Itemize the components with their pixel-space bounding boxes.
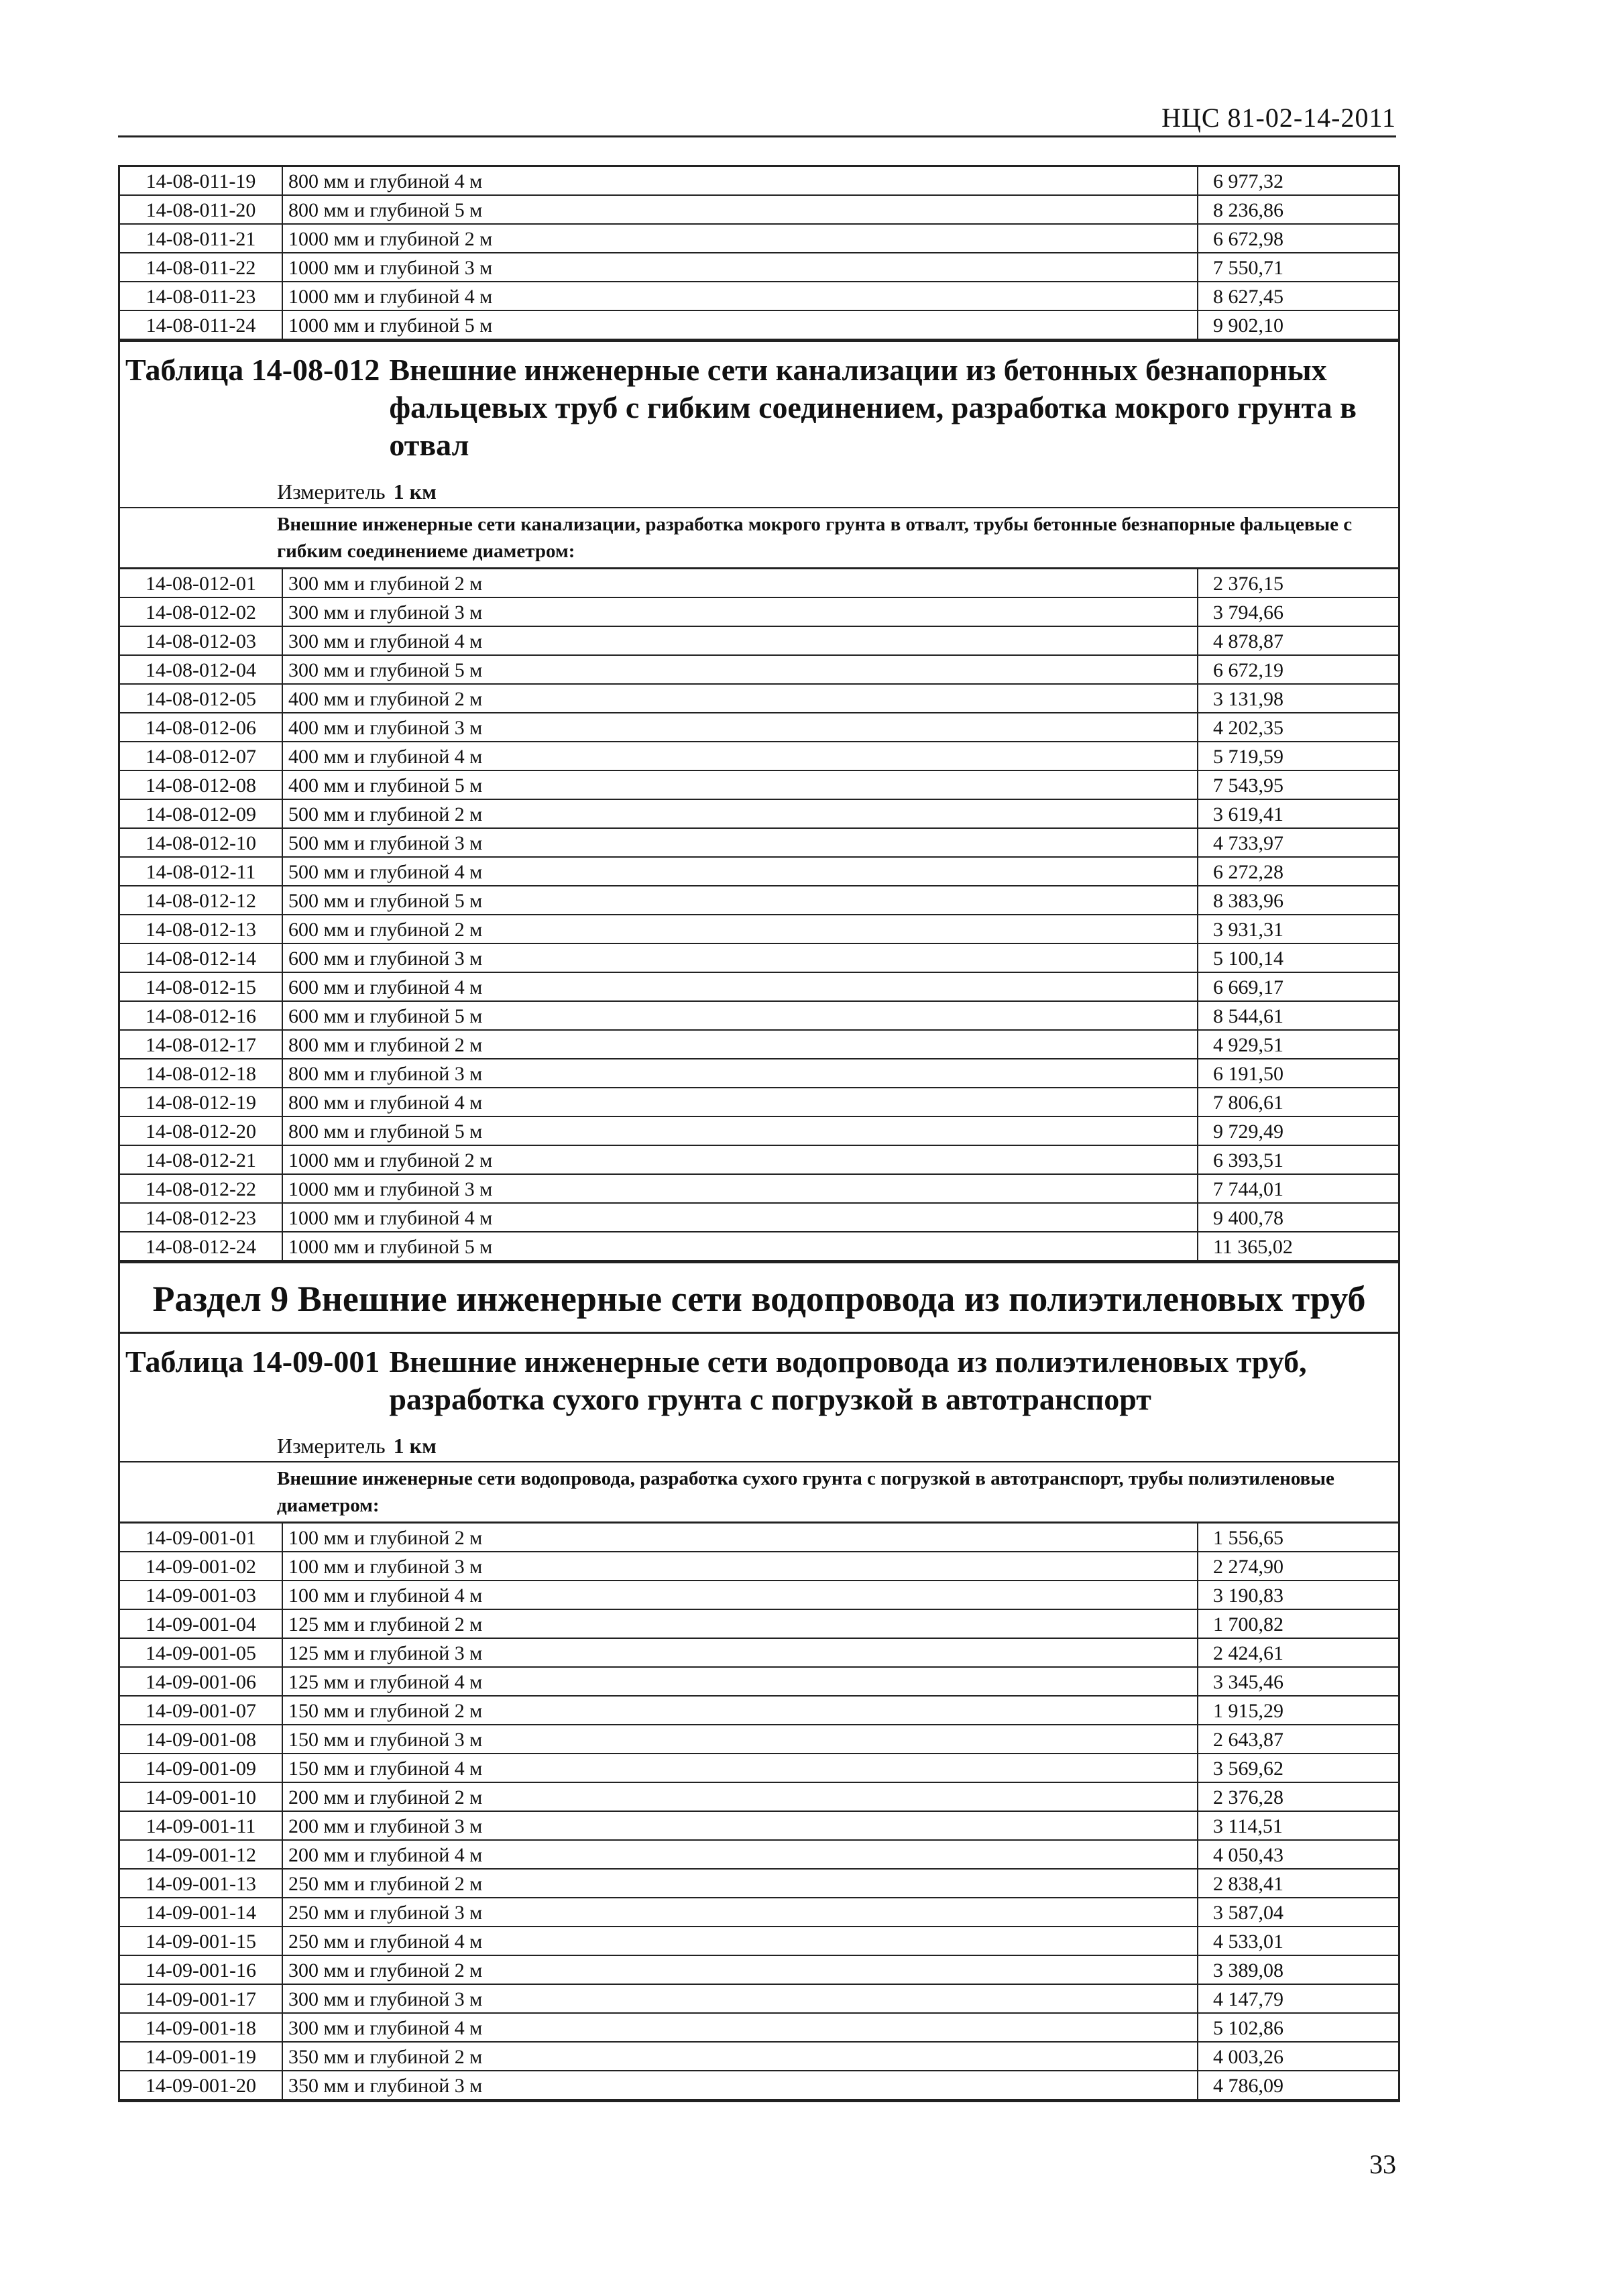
group-heading: Внешние инженерные сети водопровода, разработка сухого грунта с погрузкой в автотранспорт, трубы полиэтиленовые диаметром: — [120, 1461, 1398, 1522]
row-value: 1 915,29 — [1198, 1696, 1398, 1725]
row-code: 14-09-001-09 — [120, 1754, 282, 1782]
table-row — [120, 2013, 1398, 2042]
row-description: 300 мм и глубиной 2 м — [282, 1955, 1198, 1984]
row-description: 100 мм и глубиной 3 м — [282, 1552, 1198, 1581]
row-value: 4 050,43 — [1198, 1840, 1398, 1869]
table-row — [120, 282, 1398, 310]
measure-label: Измеритель — [277, 1434, 386, 1458]
table-title: Внешние инженерные сети канализации из бетонных безнапорных фальцевых труб с гибким соединением, разработка мокрого грунта в отвал — [389, 353, 1357, 462]
row-value: 7 543,95 — [1198, 770, 1398, 799]
row-description: 100 мм и глубиной 4 м — [282, 1581, 1198, 1609]
table-row — [120, 713, 1398, 742]
table-row — [120, 1203, 1398, 1232]
row-description: 100 мм и глубиной 2 м — [282, 1523, 1198, 1552]
table-row — [120, 1030, 1398, 1059]
row-description: 250 мм и глубиной 2 м — [282, 1869, 1198, 1898]
row-code: 14-09-001-15 — [120, 1927, 282, 1955]
row-description: 1000 мм и глубиной 2 м — [282, 224, 1198, 253]
row-value: 1 556,65 — [1198, 1523, 1398, 1552]
table-row — [120, 828, 1398, 857]
table-row — [120, 886, 1398, 915]
row-description: 800 мм и глубиной 4 м — [282, 1088, 1198, 1116]
table-row — [120, 253, 1398, 282]
row-description: 200 мм и глубиной 2 м — [282, 1782, 1198, 1811]
measure-line — [120, 1421, 1398, 1461]
table-row — [120, 1782, 1398, 1811]
table-row — [120, 915, 1398, 943]
table-row — [120, 943, 1398, 972]
row-value: 2 274,90 — [1198, 1552, 1398, 1581]
row-code: 14-08-011-21 — [120, 224, 282, 253]
row-code: 14-08-012-20 — [120, 1116, 282, 1145]
table-row — [120, 1174, 1398, 1203]
row-value: 6 977,32 — [1198, 166, 1398, 196]
row-code: 14-08-012-19 — [120, 1088, 282, 1116]
row-value: 5 102,86 — [1198, 2013, 1398, 2042]
row-code: 14-08-011-24 — [120, 310, 282, 339]
row-code: 14-08-012-18 — [120, 1059, 282, 1088]
row-code: 14-09-001-01 — [120, 1523, 282, 1552]
table-14-09-001-heading — [120, 1332, 1398, 1421]
row-description: 600 мм и глубиной 2 м — [282, 915, 1198, 943]
table-row — [120, 684, 1398, 713]
table-number: Таблица 14-09-001 — [125, 1344, 380, 1379]
row-value: 6 669,17 — [1198, 972, 1398, 1001]
row-description: 500 мм и глубиной 5 м — [282, 886, 1198, 915]
measure-line — [120, 467, 1398, 507]
table-row — [120, 1696, 1398, 1725]
table-row — [120, 655, 1398, 684]
row-description: 600 мм и глубиной 4 м — [282, 972, 1198, 1001]
row-value: 5 100,14 — [1198, 943, 1398, 972]
row-value: 8 627,45 — [1198, 282, 1398, 310]
row-value: 8 544,61 — [1198, 1001, 1398, 1030]
row-value: 7 806,61 — [1198, 1088, 1398, 1116]
row-description: 125 мм и глубиной 3 м — [282, 1638, 1198, 1667]
row-code: 14-08-012-15 — [120, 972, 282, 1001]
row-value: 3 345,46 — [1198, 1667, 1398, 1696]
row-code: 14-08-012-04 — [120, 655, 282, 684]
row-value: 3 131,98 — [1198, 684, 1398, 713]
row-value: 2 424,61 — [1198, 1638, 1398, 1667]
row-code: 14-08-012-16 — [120, 1001, 282, 1030]
row-code: 14-09-001-16 — [120, 1955, 282, 1984]
row-description: 200 мм и глубиной 3 м — [282, 1811, 1198, 1840]
table-row — [120, 1898, 1398, 1927]
table-row — [120, 1581, 1398, 1609]
row-description: 150 мм и глубиной 3 м — [282, 1725, 1198, 1754]
row-code: 14-09-001-03 — [120, 1581, 282, 1609]
table-row — [120, 742, 1398, 770]
row-code: 14-09-001-04 — [120, 1609, 282, 1638]
row-code: 14-08-011-19 — [120, 166, 282, 196]
row-description: 200 мм и глубиной 4 м — [282, 1840, 1198, 1869]
row-value: 9 400,78 — [1198, 1203, 1398, 1232]
table-row — [120, 1927, 1398, 1955]
row-description: 300 мм и глубиной 3 м — [282, 597, 1198, 626]
row-description: 1000 мм и глубиной 5 м — [282, 1232, 1198, 1261]
row-value: 6 672,98 — [1198, 224, 1398, 253]
table-number: Таблица 14-08-012 — [125, 353, 380, 387]
row-description: 300 мм и глубиной 4 м — [282, 626, 1198, 655]
row-code: 14-09-001-02 — [120, 1552, 282, 1581]
table-row — [120, 224, 1398, 253]
row-code: 14-08-012-09 — [120, 799, 282, 828]
table-14-08-012 — [120, 567, 1398, 1261]
row-description: 300 мм и глубиной 4 м — [282, 2013, 1198, 2042]
row-description: 1000 мм и глубиной 3 м — [282, 253, 1198, 282]
row-value: 2 376,28 — [1198, 1782, 1398, 1811]
table-14-08-011-continuation — [120, 165, 1398, 340]
row-description: 125 мм и глубиной 4 м — [282, 1667, 1198, 1696]
row-description: 500 мм и глубиной 3 м — [282, 828, 1198, 857]
row-code: 14-08-012-17 — [120, 1030, 282, 1059]
row-value: 5 719,59 — [1198, 742, 1398, 770]
row-value: 6 191,50 — [1198, 1059, 1398, 1088]
table-row — [120, 1754, 1398, 1782]
row-code: 14-08-012-02 — [120, 597, 282, 626]
measure-unit: 1 км — [393, 1434, 437, 1458]
row-value: 4 202,35 — [1198, 713, 1398, 742]
row-description: 1000 мм и глубиной 2 м — [282, 1145, 1198, 1174]
row-value: 4 929,51 — [1198, 1030, 1398, 1059]
measure-label: Измеритель — [277, 479, 386, 504]
row-description: 300 мм и глубиной 5 м — [282, 655, 1198, 684]
table-row — [120, 1145, 1398, 1174]
table-row — [120, 166, 1398, 196]
table-row — [120, 1523, 1398, 1552]
row-value: 4 003,26 — [1198, 2042, 1398, 2071]
row-description: 350 мм и глубиной 2 м — [282, 2042, 1198, 2071]
row-code: 14-08-012-21 — [120, 1145, 282, 1174]
row-description: 400 мм и глубиной 4 м — [282, 742, 1198, 770]
row-description: 800 мм и глубиной 5 м — [282, 195, 1198, 224]
row-description: 150 мм и глубиной 2 м — [282, 1696, 1198, 1725]
row-value: 6 393,51 — [1198, 1145, 1398, 1174]
table-row — [120, 972, 1398, 1001]
table-row — [120, 1984, 1398, 2013]
table-row — [120, 597, 1398, 626]
table-row — [120, 799, 1398, 828]
row-description: 150 мм и глубиной 4 м — [282, 1754, 1198, 1782]
row-code: 14-08-012-11 — [120, 857, 282, 886]
table-row — [120, 770, 1398, 799]
row-value: 4 733,97 — [1198, 828, 1398, 857]
table-row — [120, 2071, 1398, 2100]
row-value: 4 786,09 — [1198, 2071, 1398, 2100]
table-row — [120, 857, 1398, 886]
row-value: 3 569,62 — [1198, 1754, 1398, 1782]
table-row — [120, 1667, 1398, 1696]
row-description: 600 мм и глубиной 3 м — [282, 943, 1198, 972]
row-code: 14-08-011-22 — [120, 253, 282, 282]
row-code: 14-09-001-13 — [120, 1869, 282, 1898]
row-description: 1000 мм и глубиной 5 м — [282, 310, 1198, 339]
row-value: 1 700,82 — [1198, 1609, 1398, 1638]
row-value: 6 672,19 — [1198, 655, 1398, 684]
row-description: 800 мм и глубиной 4 м — [282, 166, 1198, 196]
row-description: 600 мм и глубиной 5 м — [282, 1001, 1198, 1030]
row-value: 8 383,96 — [1198, 886, 1398, 915]
row-description: 800 мм и глубиной 5 м — [282, 1116, 1198, 1145]
row-value: 9 902,10 — [1198, 310, 1398, 339]
row-description: 250 мм и глубиной 4 м — [282, 1927, 1198, 1955]
table-row — [120, 1955, 1398, 1984]
table-row — [120, 1552, 1398, 1581]
row-value: 11 365,02 — [1198, 1232, 1398, 1261]
row-description: 350 мм и глубиной 3 м — [282, 2071, 1198, 2100]
row-value: 7 744,01 — [1198, 1174, 1398, 1203]
row-description: 400 мм и глубиной 3 м — [282, 713, 1198, 742]
row-value: 4 533,01 — [1198, 1927, 1398, 1955]
row-code: 14-09-001-05 — [120, 1638, 282, 1667]
rows-014-09-001 — [120, 1523, 1398, 2100]
row-value: 7 550,71 — [1198, 253, 1398, 282]
row-description: 400 мм и глубиной 5 м — [282, 770, 1198, 799]
row-code: 14-08-012-06 — [120, 713, 282, 742]
row-value: 8 236,86 — [1198, 195, 1398, 224]
row-code: 14-09-001-12 — [120, 1840, 282, 1869]
table-row — [120, 310, 1398, 339]
row-value: 4 878,87 — [1198, 626, 1398, 655]
row-code: 14-08-012-13 — [120, 915, 282, 943]
row-code: 14-08-012-01 — [120, 569, 282, 598]
row-value: 3 794,66 — [1198, 597, 1398, 626]
row-code: 14-09-001-10 — [120, 1782, 282, 1811]
row-code: 14-09-001-20 — [120, 2071, 282, 2100]
row-code: 14-08-011-23 — [120, 282, 282, 310]
row-code: 14-09-001-14 — [120, 1898, 282, 1927]
row-description: 800 мм и глубиной 3 м — [282, 1059, 1198, 1088]
row-code: 14-08-012-14 — [120, 943, 282, 972]
row-description: 400 мм и глубиной 2 м — [282, 684, 1198, 713]
table-row — [120, 1232, 1398, 1261]
table-row — [120, 1609, 1398, 1638]
row-code: 14-08-012-07 — [120, 742, 282, 770]
row-description: 300 мм и глубиной 3 м — [282, 1984, 1198, 2013]
row-code: 14-09-001-18 — [120, 2013, 282, 2042]
row-description: 800 мм и глубиной 2 м — [282, 1030, 1198, 1059]
row-code: 14-09-001-07 — [120, 1696, 282, 1725]
row-description: 300 мм и глубиной 2 м — [282, 569, 1198, 598]
row-code: 14-09-001-06 — [120, 1667, 282, 1696]
row-value: 9 729,49 — [1198, 1116, 1398, 1145]
row-value: 6 272,28 — [1198, 857, 1398, 886]
row-value: 2 838,41 — [1198, 1869, 1398, 1898]
table-row — [120, 1811, 1398, 1840]
row-code: 14-08-012-22 — [120, 1174, 282, 1203]
table-row — [120, 626, 1398, 655]
table-row — [120, 1638, 1398, 1667]
row-code: 14-09-001-19 — [120, 2042, 282, 2071]
table-14-08-012-heading — [120, 340, 1398, 467]
table-row — [120, 569, 1398, 598]
table-row — [120, 1840, 1398, 1869]
row-code: 14-08-012-05 — [120, 684, 282, 713]
row-code: 14-09-001-11 — [120, 1811, 282, 1840]
row-description: 500 мм и глубиной 2 м — [282, 799, 1198, 828]
row-value: 3 114,51 — [1198, 1811, 1398, 1840]
page-number: 33 — [1369, 2149, 1396, 2179]
row-description: 1000 мм и глубиной 4 м — [282, 1203, 1198, 1232]
table-row — [120, 1001, 1398, 1030]
row-code: 14-08-012-23 — [120, 1203, 282, 1232]
group-heading: Внешние инженерные сети канализации, разработка мокрого грунта в отвалт, трубы бетонные безнапорные фальцевые с гибким соединениеме диаметром: — [120, 507, 1398, 567]
row-code: 14-08-012-10 — [120, 828, 282, 857]
row-code: 14-08-011-20 — [120, 195, 282, 224]
row-value: 3 389,08 — [1198, 1955, 1398, 1984]
row-code: 14-08-012-24 — [120, 1232, 282, 1261]
row-code: 14-09-001-17 — [120, 1984, 282, 2013]
row-description: 1000 мм и глубиной 3 м — [282, 1174, 1198, 1203]
rows-014-08-012 — [120, 569, 1398, 1261]
row-value: 2 643,87 — [1198, 1725, 1398, 1754]
table-row — [120, 1116, 1398, 1145]
doc-code: НЦС 81-02-14-2011 — [1161, 103, 1396, 133]
table-row — [120, 2042, 1398, 2071]
page-header — [118, 101, 1396, 137]
section-9-title: Раздел 9 Внешние инженерные сети водопровода из полиэтиленовых труб — [120, 1261, 1398, 1332]
row-description: 1000 мм и глубиной 4 м — [282, 282, 1198, 310]
row-description: 250 мм и глубиной 3 м — [282, 1898, 1198, 1927]
row-value: 2 376,15 — [1198, 569, 1398, 598]
row-value: 3 190,83 — [1198, 1581, 1398, 1609]
row-value: 3 619,41 — [1198, 799, 1398, 828]
row-value: 3 587,04 — [1198, 1898, 1398, 1927]
table-row — [120, 1059, 1398, 1088]
row-code: 14-08-012-12 — [120, 886, 282, 915]
table-row — [120, 195, 1398, 224]
row-description: 125 мм и глубиной 2 м — [282, 1609, 1198, 1638]
rows-014-08-011 — [120, 166, 1398, 340]
row-value: 4 147,79 — [1198, 1984, 1398, 2013]
table-row — [120, 1088, 1398, 1116]
measure-unit: 1 км — [393, 479, 437, 504]
row-code: 14-09-001-08 — [120, 1725, 282, 1754]
document-content — [118, 165, 1400, 2102]
row-code: 14-08-012-03 — [120, 626, 282, 655]
table-row — [120, 1725, 1398, 1754]
row-code: 14-08-012-08 — [120, 770, 282, 799]
table-title: Внешние инженерные сети водопровода из полиэтиленовых труб, разработка сухого грунта с погрузкой в автотранспорт — [389, 1344, 1307, 1416]
table-14-09-001 — [120, 1522, 1398, 2100]
row-value: 3 931,31 — [1198, 915, 1398, 943]
table-row — [120, 1869, 1398, 1898]
row-description: 500 мм и глубиной 4 м — [282, 857, 1198, 886]
